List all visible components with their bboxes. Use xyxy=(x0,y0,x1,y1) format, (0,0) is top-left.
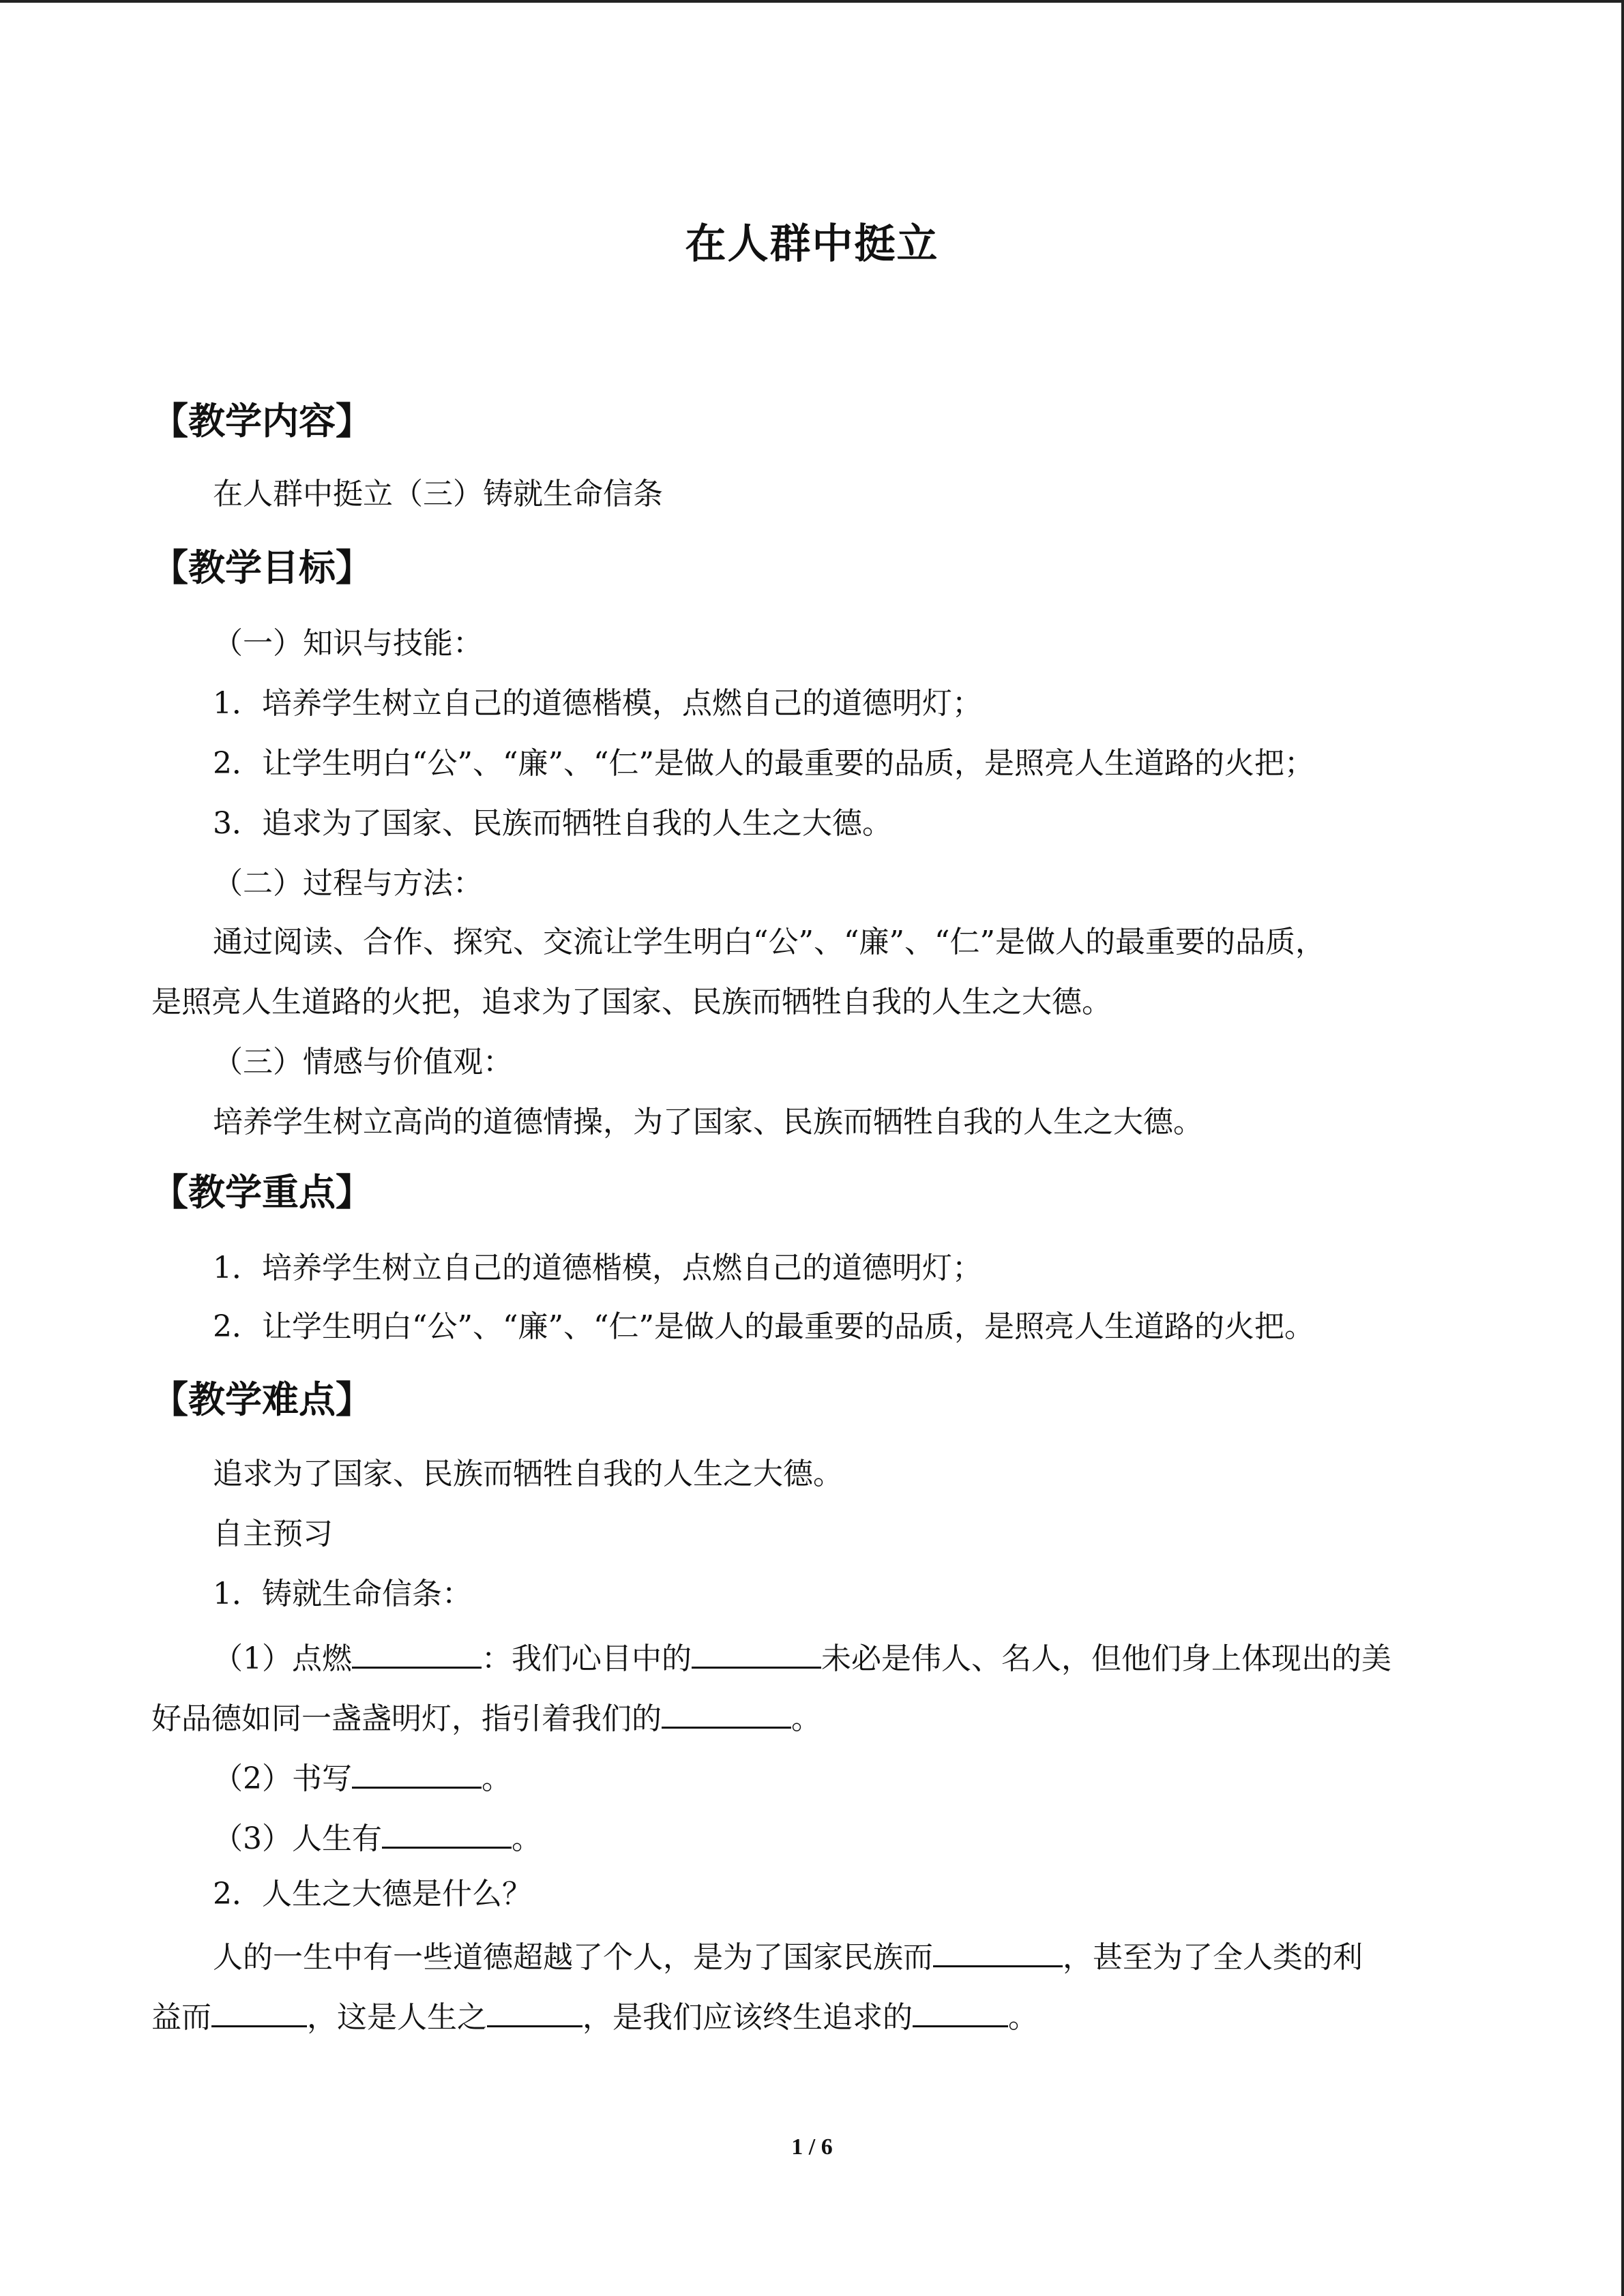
fill-blank[interactable] xyxy=(933,1938,1063,1967)
question-1: 1．铸就生命信条： xyxy=(213,1577,472,1611)
fill-blank[interactable] xyxy=(352,1759,482,1789)
content-line: 在人群中挺立（三）铸就生命信条 xyxy=(213,477,663,511)
fill-blank[interactable] xyxy=(692,1639,821,1669)
text-segment: ，是我们应该终生追求的 xyxy=(582,2000,913,2035)
text-segment: 。 xyxy=(1008,2000,1038,2035)
goal-item-1: 1．培养学生树立自己的道德楷模，点燃自己的道德明灯； xyxy=(213,686,982,721)
heading-teaching-goals: 【教学目标】 xyxy=(151,546,372,589)
text-segment: 。 xyxy=(512,1821,542,1856)
goal-item-2: 2．让学生明白“公”、“廉”、“仁”是做人的最重要的品质，是照亮人生道路的火把； xyxy=(213,746,1314,781)
goal-emotion-para: 培养学生树立高尚的道德情操，为了国家、民族而牺牲自我的人生之大德。 xyxy=(213,1105,1203,1139)
text-segment: 益而 xyxy=(151,2000,211,2035)
text-segment: ：我们心目中的 xyxy=(482,1641,692,1676)
question-1-3 xyxy=(213,1819,542,1854)
question-2: 2．人生之大德是什么？ xyxy=(213,1877,532,1911)
page-number: 1 / 6 xyxy=(791,2134,833,2160)
heading-key-points: 【教学重点】 xyxy=(151,1170,372,1214)
text-segment: ，这是人生之 xyxy=(307,2000,487,2035)
question-2-line1 xyxy=(213,1938,1363,1973)
text-segment: （2）书写 xyxy=(213,1761,352,1796)
key-point-2: 2．让学生明白“公”、“廉”、“仁”是做人的最重要的品质，是照亮人生道路的火把。 xyxy=(213,1309,1314,1344)
goal-sub-knowledge: （一）知识与技能： xyxy=(213,626,483,661)
key-point-1: 1．培养学生树立自己的道德楷模，点燃自己的道德明灯； xyxy=(213,1251,982,1285)
text-segment: 未必是伟人、名人，但他们身上体现出的美 xyxy=(821,1641,1391,1676)
fill-blank[interactable] xyxy=(352,1639,482,1669)
text-segment: 人的一生中有一些道德超越了个人，是为了国家民族而 xyxy=(213,1940,933,1975)
text-segment: 好品德如同一盏盏明灯，指引着我们的 xyxy=(151,1701,662,1736)
heading-teaching-content: 【教学内容】 xyxy=(151,399,372,443)
text-segment: 。 xyxy=(791,1701,821,1736)
heading-difficulties: 【教学难点】 xyxy=(151,1377,372,1421)
fill-blank[interactable] xyxy=(662,1699,791,1729)
goal-sub-process: （二）过程与方法： xyxy=(213,866,483,901)
page-border-top xyxy=(0,0,1624,3)
goal-process-para-line2: 是照亮人生道路的火把，追求为了国家、民族而牺牲自我的人生之大德。 xyxy=(151,985,1112,1019)
text-segment: ，甚至为了全人类的利 xyxy=(1063,1940,1363,1975)
page-border-right xyxy=(1621,0,1624,2296)
difficulty-para: 追求为了国家、民族而牺牲自我的人生之大德。 xyxy=(213,1457,843,1491)
preview-label: 自主预习 xyxy=(213,1517,333,1551)
fill-blank[interactable] xyxy=(487,1998,582,2027)
question-1-1-line2 xyxy=(151,1699,821,1734)
fill-blank[interactable] xyxy=(211,1998,307,2027)
fill-blank[interactable] xyxy=(913,1998,1008,2027)
question-1-2 xyxy=(213,1759,512,1794)
text-segment: （1）点燃 xyxy=(213,1641,352,1676)
goal-process-para-line1: 通过阅读、合作、探究、交流让学生明白“公”、“廉”、“仁”是做人的最重要的品质， xyxy=(213,925,1325,959)
question-2-line2 xyxy=(151,1998,1038,2033)
goal-item-3: 3．追求为了国家、民族而牺牲自我的人生之大德。 xyxy=(213,806,892,841)
text-segment: 。 xyxy=(482,1761,512,1796)
fill-blank[interactable] xyxy=(382,1819,512,1849)
goal-sub-emotion: （三）情感与价值观： xyxy=(213,1045,513,1079)
document-title: 在人群中挺立 xyxy=(685,220,939,268)
text-segment: （3）人生有 xyxy=(213,1821,382,1856)
question-1-1-line1 xyxy=(213,1639,1391,1674)
